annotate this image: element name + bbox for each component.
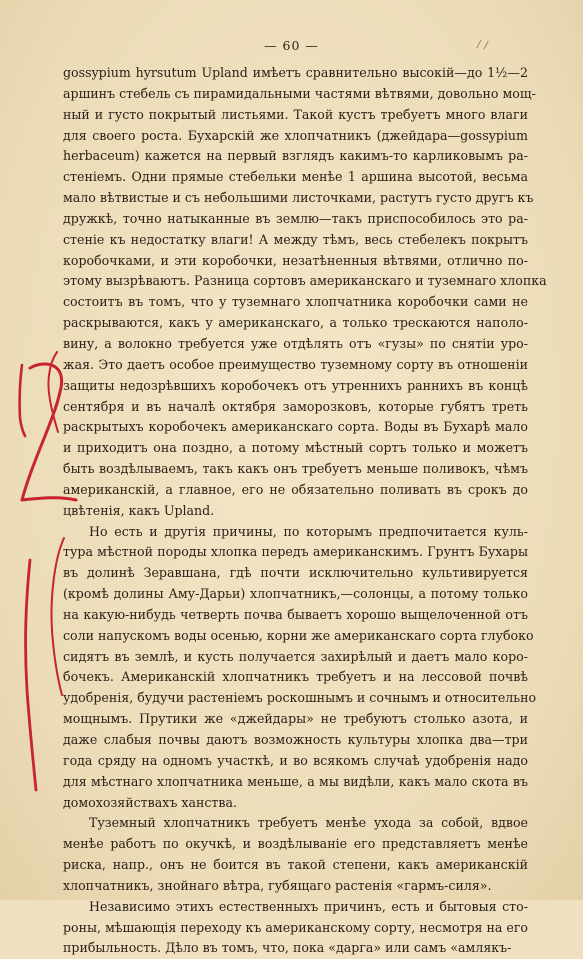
text-line: соли напускомъ воды осенью, корни же американскаго сорта глубоко — [63, 627, 534, 643]
text-line: менѣе работъ по окучкѣ, и воздѣлываніе его представляетъ менѣе — [63, 836, 528, 852]
text-line: бочекъ. Американскій хлопчатникъ требуетъ и на лессовой почвѣ — [63, 669, 528, 685]
text-line: раскрытыхъ коробочекъ американскаго сорта. Воды въ Бухарѣ мало — [63, 419, 528, 435]
text-line: состоитъ въ томъ, что у туземнаго хлопчатника коробочки сами не — [63, 294, 528, 310]
text-line: сидятъ въ землѣ, и кусть получается захирѣлый и даетъ мало коро- — [63, 648, 528, 664]
text-line: Туземный хлопчатникъ требуетъ менѣе ухода за собой, вдвое — [89, 815, 528, 831]
text-line: года сряду на одномъ участкѣ, и во всякомъ случаѣ удобренія надо — [63, 752, 528, 768]
text-line: gossypium hyrsutum Upland имѣетъ сравнительно высокій—до 1½—2 — [63, 65, 528, 80]
text-line: американскій, а главное, его не обязательно поливать въ срокъ до — [63, 481, 528, 497]
text-line: для своего роста. Бухарскій же хлопчатникъ (джейдара—gossypium — [63, 127, 528, 143]
text-line: аршинъ стебель съ пирамидальными частями вѣтвями, довольно мощ- — [63, 85, 536, 101]
text-line: защиты недозрѣвшихъ коробочекъ отъ утреннихъ раннихъ въ концѣ — [63, 377, 528, 393]
text-line: удобренія, будучи растеніемъ роскошнымъ и сочнымъ и относительно — [63, 690, 537, 706]
text-line: раскрываются, какъ у американскаго, а только трескаются наполо- — [63, 315, 528, 331]
text-line: вину, а волокно требуется уже отдѣлять отъ «гузы» по снятіи уро- — [63, 335, 528, 351]
text-line: для мѣстнаго хлопчатника меньше, а мы видѣли, какъ мало скота въ — [63, 773, 528, 789]
text-line: жая. Это даетъ особое преимущество туземному сорту въ отношеніи — [63, 356, 528, 372]
text-line: стеніе къ недостатку влаги! А между тѣмъ, весь стебелекъ покрытъ — [63, 231, 528, 247]
text-line: ный и густо покрытый листьями. Такой кустъ требуетъ много влаги — [63, 106, 528, 122]
text-line: быть воздѣлываемъ, такъ какъ онъ требуетъ меньше поливокъ, чѣмъ — [63, 461, 528, 477]
text-line: тура мѣстной породы хлопка передъ американскимъ. Грунтъ Бухары — [63, 544, 528, 560]
text-line: стеніемъ. Одни прямые стебельки менѣе 1 аршина высотой, весьма — [63, 169, 528, 185]
text-line: мощнымъ. Прутики же «джейдары» не требуютъ столько азота, и — [63, 711, 528, 727]
text-line: на какую-нибудь четверть почва бываетъ хорошо выщелоченной отъ — [63, 606, 528, 622]
text-line: и приходитъ она поздно, а потому мѣстный сортъ только и можетъ — [63, 440, 528, 456]
pencil-mark: / / — [476, 37, 490, 52]
text-line: хлопчатникъ, знойнаго вѣтра, губящаго растенія «гармъ-силя». — [63, 877, 492, 893]
text-line: Независимо этихъ естественныхъ причинъ, есть и бытовыя сто- — [89, 898, 528, 914]
text-line: прибыльность. Дѣло въ томъ, что, пока «дарга» или самъ «амлякъ- — [63, 940, 512, 956]
text-line: Но есть и другія причины, по которымъ предпочитается куль- — [89, 523, 528, 539]
red-stroke-upper — [20, 365, 25, 436]
text-line: коробочками, и эти коробочки, незатѣненныя вѣтвями, отлично по- — [63, 252, 528, 268]
text-line: дружкѣ, точно натыканные въ землю—такъ приспособилось это ра- — [63, 210, 528, 226]
red-bracket-upper — [48, 352, 58, 432]
text-line: риска, напр., онъ не боится въ такой степени, какъ американскій — [63, 857, 528, 873]
page-number: — 60 — — [264, 38, 319, 53]
text-line: (кромѣ долины Аму-Дарьи) хлопчатникъ,—солонцы, а потому только — [63, 586, 528, 602]
text-line: въ долинѣ Зеравшана, гдѣ почти исключительно культивируется — [63, 565, 528, 581]
text-line: цвѣтенія, какъ Upland. — [63, 502, 215, 518]
text-line: роны, мѣшающія переходу къ американскому сорту, несмотря на его — [63, 919, 528, 935]
body-text — [63, 63, 547, 959]
text-line: домохозяйствахъ ханства. — [63, 794, 237, 810]
text-line: herbaceum) кажется на первый взглядъ какимъ-то карликовымъ ра- — [63, 148, 528, 164]
text-line: этому вызрѣваютъ. Разница сортовъ американскаго и туземнаго хлопка — [63, 273, 547, 289]
text-line: сентября и въ началѣ октября заморозковъ, которые губятъ треть — [63, 398, 528, 414]
red-stroke-lower — [26, 560, 36, 790]
text-line: даже слабыя почвы даютъ возможность культуры хлопка два—три — [63, 732, 528, 747]
text-line: мало вѣтвистые и съ небольшими листочками, растутъ густо другъ къ — [63, 190, 534, 206]
